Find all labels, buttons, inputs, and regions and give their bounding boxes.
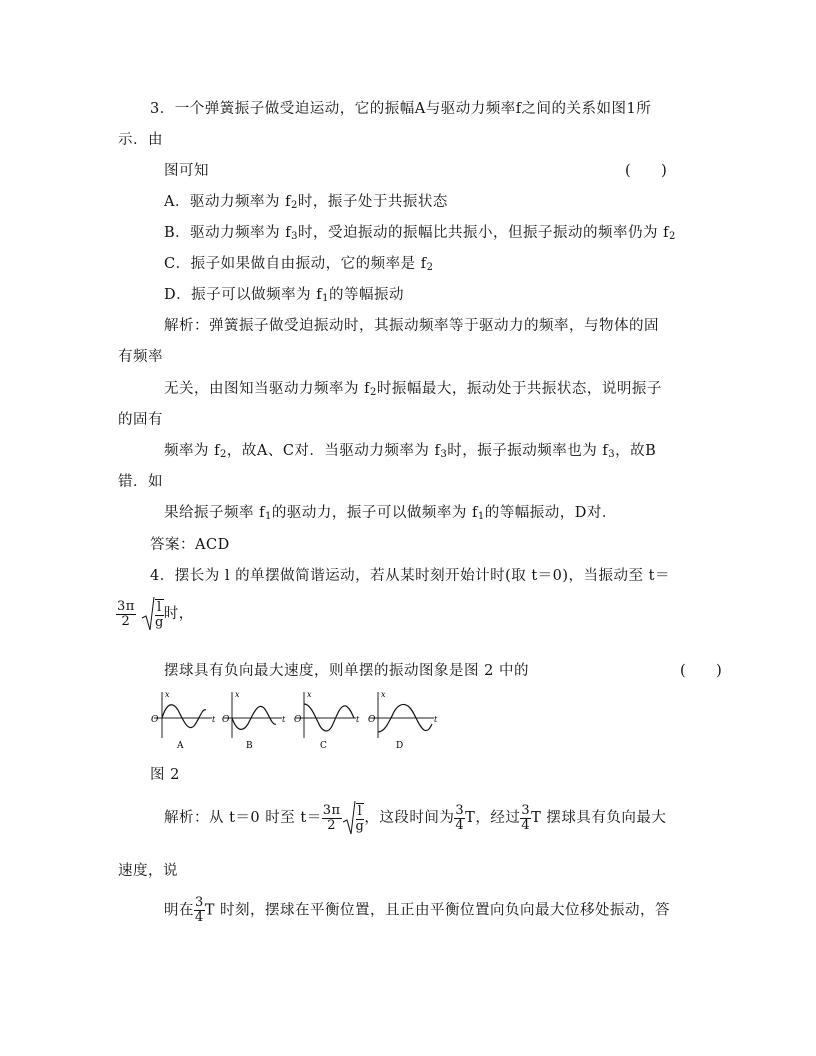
q4-line3: 摆球具有负向最大速度，则单摆的振动图象是图 2 中的 [164,663,529,679]
graph-d [368,690,438,751]
graph-c [294,690,360,751]
q4-analysis-3: 明在 $\frac{3}{4}$ T 时刻，摆球在平衡位置，且正由平衡位置向负向最大位移处振动，答 [164,895,671,925]
svg-text:O: O [368,715,376,725]
q4-line2: $\frac{3\pi}{2}$ $\frac{l}{g}$ 时， [116,596,194,632]
q3-answer-paren: ( ) [625,163,668,179]
q3-line3: 图可知 [164,163,209,179]
q3-option-a: A．驱动力频率为 $f_2$时，振子处于共振状态 [164,194,448,211]
q3-analysis-4: 的固有 [118,412,163,428]
q3-analysis-3: 无关，由图知当驱动力频率为 $f_2$时振幅最大，振动处于共振状态，说明振子 [164,381,662,398]
figure-2-graphs [150,688,440,754]
figure-2-caption: 图 2 [150,767,180,783]
svg-text:t: t [212,715,216,724]
q3-line2: 示．由 [118,132,163,148]
q4-line1: 4．摆长为 l 的单摆做简谐运动，若从某时刻开始计时(取 t＝0)，当振动至 t＝ [150,568,670,584]
q3-option-d: D．振子可以做频率为 $f_1$的等幅振动 [164,287,404,304]
q3-option-b: B．驱动力频率为 $f_3$时，受迫振动的振幅比共振小，但振子振动的频率仍为 $f_2$ [164,225,676,242]
q3-line1: 3．一个弹簧振子做受迫运动，它的振幅A与驱动力频率f之间的关系如图1所 [150,101,652,117]
svg-text:t: t [282,715,286,724]
svg-text:x: x [235,690,240,699]
svg-text:x: x [381,690,386,699]
q3-analysis-5: 频率为 $f_2$，故A、C对．当驱动力频率为 $f_3$时，振子振动频率也为 $f_3$，故B [164,443,657,460]
graph-c-label: C [320,741,327,751]
svg-text:O: O [294,715,302,725]
sqrt-sign-icon [342,800,356,836]
q3-analysis-1: 解析：弹簧振子做受迫振动时，其振动频率等于驱动力的频率，与物体的固 [164,318,659,334]
graph-b [222,690,286,751]
q3-analysis-7: 果给振子频率 $f_1$的驱动力，振子可以做频率为 $f_1$的等幅振动，D对． [164,505,617,522]
svg-text:x: x [307,690,312,699]
q3-option-c: C．振子如果做自由振动，它的频率是 $f_2$ [164,256,434,273]
graph-a [151,690,216,751]
sqrt-sign-icon [141,596,155,632]
svg-text:O: O [151,715,159,725]
svg-text:t: t [434,715,438,724]
q4-sqrt: $\frac{l}{g}$ [141,596,164,632]
svg-text:x: x [165,690,170,699]
q4-fraction: $\frac{3\pi}{2}$ [117,598,135,629]
graph-a-label: A [177,741,184,751]
svg-text:t: t [356,715,360,724]
graph-d-label: D [396,741,404,751]
q3-answer: 答案：ACD [150,537,230,553]
graph-b-label: B [246,741,253,751]
q3-analysis-6: 错．如 [118,474,163,490]
q4-analysis-2: 速度，说 [118,863,178,879]
q4-answer-paren: ( ) [680,663,723,679]
svg-text:O: O [222,715,230,725]
q4-analysis-1: 解析：从 t＝0 时至 t＝ $\frac{3\pi}{2}$ $\frac{l}{g}$ ，这段时间为 $\frac{3}{4}$ T，经过 $\frac{3}{4}$ T 摆球具有负向最大 [164,800,666,836]
q3-analysis-2: 有频率 [118,349,163,365]
